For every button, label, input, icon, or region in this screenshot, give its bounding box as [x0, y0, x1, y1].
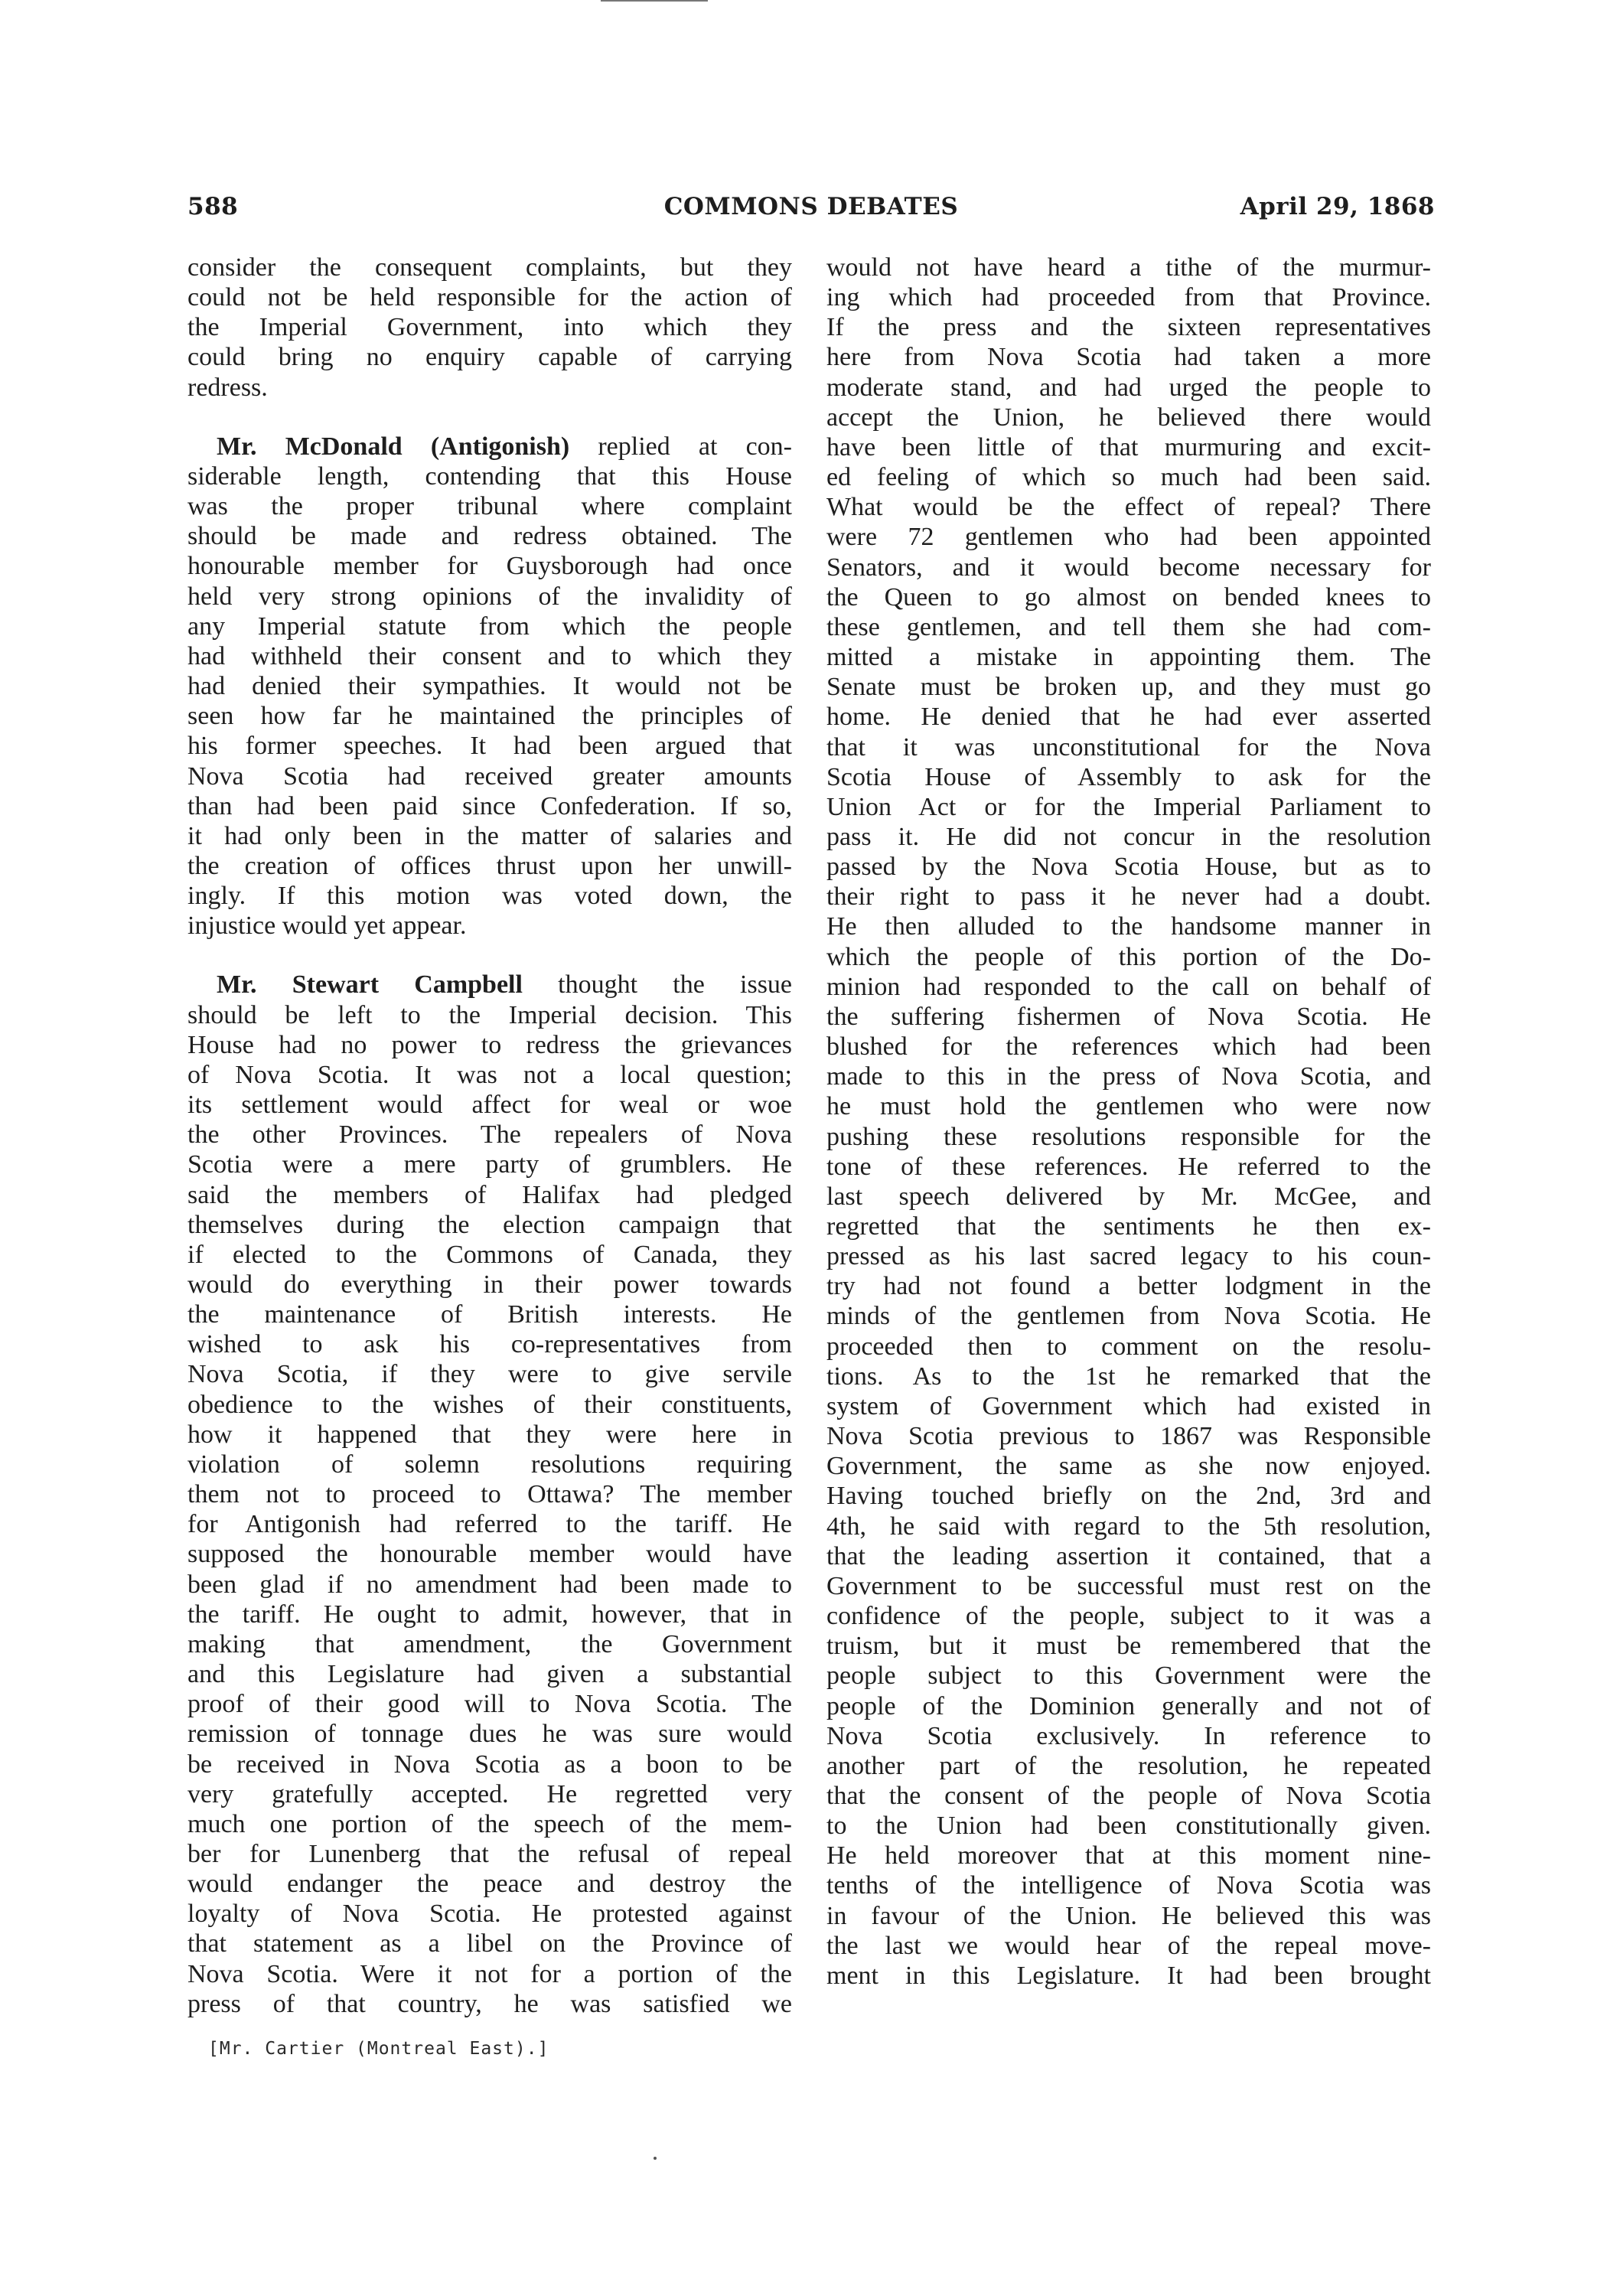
text-line: would do everything in their power towards [187, 1270, 792, 1299]
text-line: tone of these references. He referred to the [826, 1152, 1431, 1181]
text-line: that statement as a libel on the Province of [187, 1929, 792, 1958]
text-line: said the members of Halifax had pledged [187, 1180, 792, 1209]
text-line: ber for Lunenberg that the refusal of repeal [187, 1839, 792, 1868]
text-line: it had only been in the matter of salaries and [187, 821, 792, 850]
text-line: of Nova Scotia. It was not a local question; [187, 1060, 792, 1089]
text-line: how it happened that they were here in [187, 1420, 792, 1449]
top-rule [601, 0, 708, 2]
text-line: wished to ask his co-representatives from [187, 1330, 792, 1359]
text-line: have been little of that murmuring and excit- [826, 432, 1431, 461]
paragraph-first-line [187, 970, 792, 1000]
text-line: Government to be successful must rest on the [826, 1571, 1431, 1600]
text-line: in favour of the Union. He believed this was [826, 1901, 1431, 1930]
speaker-name: Mr. Stewart Campbell [217, 970, 523, 1000]
text-line: pressed as his last sacred legacy to his coun- [826, 1242, 1431, 1271]
paragraph-mcdonald [187, 432, 792, 941]
text-line: Scotia House of Assembly to ask for the [826, 762, 1431, 791]
text-line: What would be the effect of repeal? There [826, 493, 1431, 522]
text-line: system of Government which had existed in [826, 1391, 1431, 1420]
text-line: redress. [187, 373, 268, 402]
text-line: siderable length, contending that this House [187, 461, 792, 491]
text-line: truism, but it must be remembered that the [826, 1632, 1431, 1661]
text-line: 4th, he said with regard to the 5th resolution, [826, 1512, 1431, 1541]
text-line: mitted a mistake in appointing them. The [826, 643, 1431, 672]
text-line: made to this in the press of Nova Scotia, and [826, 1062, 1431, 1091]
text-line: to the Union had been constitutionally given. [826, 1812, 1431, 1841]
text-line: than had been paid since Confederation. If so, [187, 791, 792, 820]
paragraph-first-line [187, 432, 792, 461]
text-line: the suffering fishermen of Nova Scotia. He [826, 1002, 1431, 1031]
text-line: themselves during the election campaign that [187, 1210, 792, 1239]
text-line: tions. As to the 1st he remarked that the [826, 1362, 1431, 1391]
text-line: Senators, and it would become necessary for [826, 553, 1431, 582]
text-line: the maintenance of British interests. He [187, 1300, 792, 1329]
text-line: much one portion of the speech of the mem- [187, 1809, 792, 1838]
text-line: its settlement would affect for weal or woe [187, 1091, 792, 1120]
text-line: had denied their sympathies. It would not be [187, 672, 792, 701]
text-line: that the consent of the people of Nova Scotia [826, 1781, 1431, 1810]
text-line: injustice would yet appear. [187, 912, 467, 941]
text-line: obedience to the wishes of their constituents, [187, 1390, 792, 1419]
text-line: the creation of offices thrust upon her unwill- [187, 851, 792, 880]
header-date: April 29, 1868 [1240, 193, 1435, 220]
text-line: if elected to the Commons of Canada, they [187, 1240, 792, 1269]
text-line: pass it. He did not concur in the resolution [826, 822, 1431, 851]
speaker-name: Mr. McDonald (Antigonish) [217, 432, 570, 461]
first-line-text: replied at con- [598, 432, 792, 461]
text-line: the last we would hear of the repeal move- [826, 1931, 1431, 1960]
text-line: last speech delivered by Mr. McGee, and [826, 1182, 1431, 1211]
text-line: were 72 gentlemen who had been appointed [826, 523, 1431, 552]
text-line: Government, the same as she now enjoyed. [826, 1452, 1431, 1481]
text-line: was the proper tribunal where complaint [187, 492, 792, 521]
scan-speck [654, 2157, 657, 2160]
left-column [187, 253, 792, 2019]
text-line: which the people of this portion of the Do- [826, 942, 1431, 971]
text-line: He held moreover that at this moment nine- [826, 1841, 1431, 1870]
text-line: blushed for the references which had been [826, 1032, 1431, 1062]
right-column [826, 253, 1431, 1991]
text-line: any Imperial statute from which the people [187, 612, 792, 641]
text-line: Nova Scotia exclusively. In reference to [826, 1721, 1431, 1750]
text-line: ing which had proceeded from that Province. [826, 283, 1431, 312]
text-line: been glad if no amendment had been made to [187, 1570, 792, 1599]
text-line: people subject to this Government were the [826, 1662, 1431, 1691]
text-line: be received in Nova Scotia as a boon to be [187, 1750, 792, 1779]
text-line: for Antigonish had referred to the tariff. He [187, 1510, 792, 1539]
text-line: pushing these resolutions responsible for the [826, 1122, 1431, 1151]
text-line: ed feeling of which so much had been said. [826, 463, 1431, 492]
text-line: violation of solemn resolutions requiring [187, 1450, 792, 1479]
text-line: remission of tonnage dues he was sure would [187, 1720, 792, 1749]
text-line: their right to pass it he never had a doubt. [826, 882, 1431, 912]
text-line: passed by the Nova Scotia House, but as to [826, 853, 1431, 882]
text-line: would not have heard a tithe of the murmur- [826, 253, 1431, 282]
text-line: that it was unconstitutional for the Nova [826, 732, 1431, 762]
text-line: could not be held responsible for the action of [187, 283, 792, 312]
text-line: here from Nova Scotia had taken a more [826, 343, 1431, 372]
text-line: minion had responded to the call on behalf of [826, 972, 1431, 1001]
text-line: tenths of the intelligence of Nova Scotia was [826, 1871, 1431, 1900]
text-line: the tariff. He ought to admit, however, that in [187, 1600, 792, 1629]
text-line: Senate must be broken up, and they must go [826, 673, 1431, 702]
running-title: COMMONS DEBATES [663, 193, 959, 220]
text-line: home. He denied that he had ever asserted [826, 703, 1431, 732]
text-line: should be made and redress obtained. The [187, 522, 792, 551]
text-line: minds of the gentlemen from Nova Scotia. He [826, 1302, 1431, 1331]
paragraph-continued [187, 253, 792, 403]
text-line: these gentlemen, and tell them she had com- [826, 612, 1431, 641]
page-number: 588 [187, 193, 239, 220]
text-line: ment in this Legislature. It had been brought [826, 1961, 1431, 1990]
text-line: his former speeches. It had been argued that [187, 732, 792, 761]
text-line: try had not found a better lodgment in the [826, 1272, 1431, 1301]
text-line: people of the Dominion generally and not of [826, 1691, 1431, 1720]
paragraph-campbell [187, 970, 792, 2018]
text-line: Nova Scotia had received greater amounts [187, 762, 792, 791]
text-line: another part of the resolution, he repeated [826, 1751, 1431, 1780]
text-line: them not to proceed to Ottawa? The member [187, 1480, 792, 1509]
text-line: ingly. If this motion was voted down, the [187, 882, 792, 911]
text-line: the Imperial Government, into which they [187, 313, 792, 342]
text-line: confidence of the people, subject to it was a [826, 1602, 1431, 1631]
text-line: accept the Union, he believed there would [826, 403, 1431, 432]
text-line: proof of their good will to Nova Scotia. The [187, 1690, 792, 1719]
text-line: had withheld their consent and to which they [187, 641, 792, 670]
text-line: consider the consequent complaints, but they [187, 253, 792, 282]
text-line: should be left to the Imperial decision. This [187, 1000, 792, 1029]
text-line: making that amendment, the Government [187, 1629, 792, 1658]
text-line: he must hold the gentlemen who were now [826, 1092, 1431, 1121]
text-line: would endanger the peace and destroy the [187, 1870, 792, 1899]
text-line: Having touched briefly on the 2nd, 3rd and [826, 1482, 1431, 1511]
text-line: He then alluded to the handsome manner in [826, 912, 1431, 941]
text-line: and this Legislature had given a substantial [187, 1660, 792, 1689]
text-line: Nova Scotia, if they were to give servile [187, 1360, 792, 1389]
text-line: seen how far he maintained the principles of [187, 702, 792, 731]
text-line: proceeded then to comment on the resolu- [826, 1332, 1431, 1361]
text-line: If the press and the sixteen representatives [826, 313, 1431, 342]
text-line: held very strong opinions of the invalidity of [187, 582, 792, 611]
text-line: regretted that the sentiments he then ex- [826, 1212, 1431, 1241]
text-line: Nova Scotia. Were it not for a portion of the [187, 1959, 792, 1988]
text-line: Union Act or for the Imperial Parliament to [826, 792, 1431, 821]
text-line: Scotia were a mere party of grumblers. He [187, 1150, 792, 1179]
text-line: that the leading assertion it contained, that a [826, 1541, 1431, 1570]
footnote: [Mr. Cartier (Montreal East).] [208, 2039, 549, 2059]
text-line: could bring no enquiry capable of carrying [187, 343, 792, 372]
text-line: press of that country, he was satisfied we [187, 1989, 792, 2018]
first-line-text: thought the issue [558, 970, 792, 1000]
text-line: supposed the honourable member would have [187, 1540, 792, 1569]
text-line: the other Provinces. The repealers of Nova [187, 1120, 792, 1150]
text-line: moderate stand, and had urged the people to [826, 373, 1431, 402]
text-line: the Queen to go almost on bended knees to [826, 582, 1431, 612]
text-line: Nova Scotia previous to 1867 was Responsible [826, 1422, 1431, 1451]
text-line: House had no power to redress the grievances [187, 1030, 792, 1059]
text-line: honourable member for Guysborough had once [187, 552, 792, 581]
page-header [187, 193, 1435, 223]
text-line: loyalty of Nova Scotia. He protested against [187, 1900, 792, 1929]
text-line: very gratefully accepted. He regretted very [187, 1779, 792, 1808]
paragraph-right [826, 253, 1431, 1991]
